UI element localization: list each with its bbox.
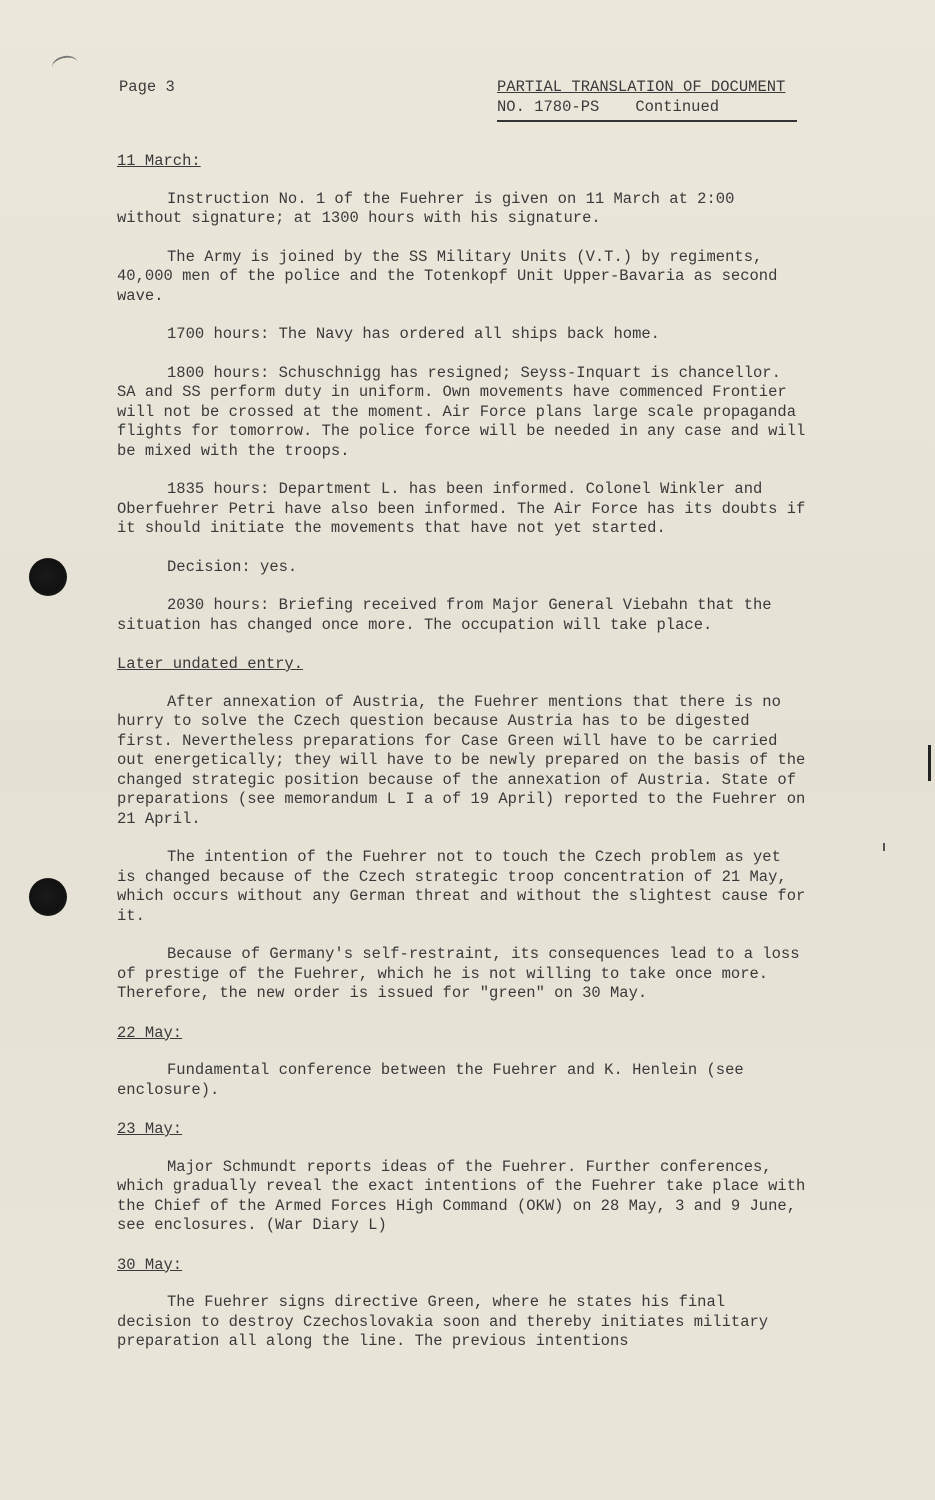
paragraph: After annexation of Austria, the Fuehrer mentions that there is no hurry to solve the Czech question because Austria has to be digested first. Nevertheless preparations for Case Green will have to be carried out energetically; they will have to be newly prepared on the basis of the changed strategic position because of the annexation of Austria. State of preparations (see memorandum L I a of 19 April) reported to the Fuehrer on 21 April. — [117, 692, 806, 828]
document-title — [497, 78, 797, 122]
section-heading-later-undated-entry: Later undated entry. — [117, 655, 304, 673]
section-heading-23-may: 23 May: — [117, 1120, 183, 1138]
paragraph: The intention of the Fuehrer not to touch the Czech problem as yet is changed because of the Czech strategic troop concentration of 21 May, which occurs without any German threat and without the slightest cause for it. — [117, 848, 806, 925]
punch-hole — [29, 558, 67, 596]
paragraph: Because of Germany's self-restraint, its consequences lead to a loss of prestige of the Fuehrer, which he is not willing to take once more. Therefore, the new order is issued for "green" on 30 May. — [117, 945, 800, 1002]
paragraph: Fundamental conference between the Fuehrer and K. Henlein (see enclosure). — [117, 1061, 744, 1099]
paragraph: 1700 hours: The Navy has ordered all ships back home. — [167, 325, 660, 343]
document-body — [117, 72, 807, 1352]
pen-mark — [50, 53, 79, 76]
paragraph: Instruction No. 1 of the Fuehrer is given on 11 March at 2:00 without signature; at 1300 hours with his signature. — [117, 189, 735, 227]
section-heading-30-may: 30 May: — [117, 1255, 183, 1274]
decision-line: Decision: yes. — [167, 557, 298, 576]
section-heading-11-march: 11 March: — [117, 152, 201, 170]
document-number: NO. 1780-PS — [497, 97, 600, 116]
paragraph: 2030 hours: Briefing received from Major General Viebahn that the situation has changed once more. The occupation will take place. — [117, 596, 772, 634]
edge-mark — [928, 745, 931, 781]
page-header — [117, 72, 807, 122]
paragraph: 1800 hours: Schuschnigg has resigned; Seyss-Inquart is chancellor. SA and SS perform duty in uniform. Own movements have commenced Frontier will not be crossed at the moment. Air Force plans large scale propaganda flights for tomorrow. The police force will be needed in any case and will be mixed with the troops. — [117, 363, 806, 460]
page-number: Page 3 — [119, 78, 175, 96]
continued-label: Continued — [635, 97, 720, 116]
paragraph: Major Schmundt reports ideas of the Fuehrer. Further conferences, which gradually reveal the exact intentions of the Fuehrer take place with the Chief of the Armed Forces High Command (OKW) on 28 May, 3 and 9 June, see enclosures. (War Diary L) — [117, 1157, 806, 1234]
punch-hole — [29, 878, 67, 916]
section-heading-22-may: 22 May: — [117, 1023, 183, 1042]
paragraph: The Fuehrer signs directive Green, where he states his final decision to destroy Czechoslovakia soon and thereby initiates military preparation all along the line. The previous intentions — [117, 1293, 769, 1350]
paragraph: The Army is joined by the SS Military Units (V.T.) by regiments, 40,000 men of the police and the Totenkopf Unit Upper-Bavaria as second wave. — [117, 247, 778, 305]
pencil-mark — [883, 843, 885, 851]
title-line-2 — [497, 98, 797, 123]
paragraph: 1835 hours: Department L. has been informed. Colonel Winkler and Oberfuehrer Petri have also been informed. The Air Force has its doubts if it should initiate the movements that have not yet started. — [117, 480, 806, 537]
title-line-1: PARTIAL TRANSLATION OF DOCUMENT — [497, 78, 786, 96]
